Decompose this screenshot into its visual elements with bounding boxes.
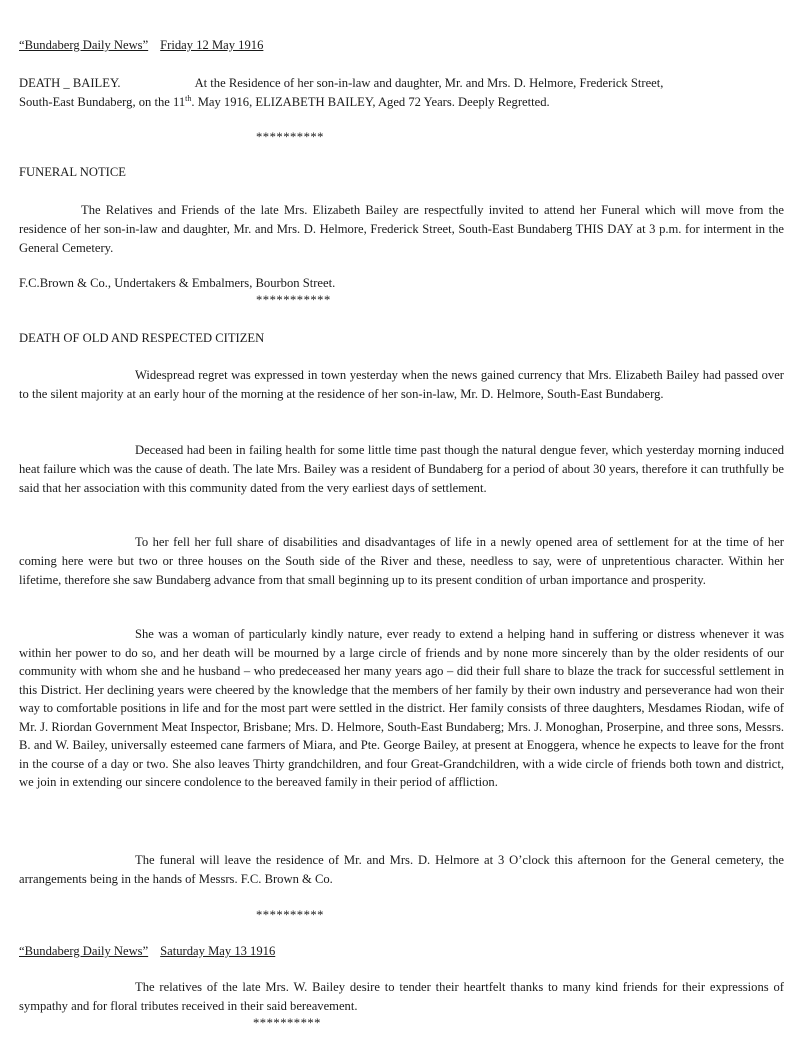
newspaper-source-2: “Bundaberg Daily News”: [19, 944, 149, 958]
separator-3: **********: [256, 908, 324, 922]
death-notice-line2: [19, 93, 784, 112]
article-paragraph-2: Deceased had been in failing health for some little time past though the natural dengue fever, which yesterday morning induced heat failure which was the cause of death. The late Mrs. Bailey was a resident of Bundaberg for a period of about 30 years, therefore it can truthfully be said that her association with this community dated from the very earliest days of settlement.: [19, 443, 784, 495]
undertaker-line: F.C.Brown & Co., Undertakers & Embalmers, Bourbon Street.: [19, 276, 336, 290]
funeral-heading: FUNERAL NOTICE: [19, 165, 126, 179]
death-text-b-sup: th: [185, 93, 192, 103]
notice-date: Friday 12 May 1916: [160, 38, 264, 52]
article-heading: DEATH OF OLD AND RESPECTED CITIZEN: [19, 331, 265, 345]
notice2-header: [19, 942, 784, 961]
funeral-body: The Relatives and Friends of the late Mrs. Elizabeth Bailey are respectfully invited to attend her Funeral which will move from the residence of her son-in-law and daughter, Mr. and Mrs. D. Helmore, Frederick Street, South-East Bundaberg THIS DAY at 3 p.m. for interment in the General Cemetery.: [19, 203, 784, 255]
newspaper-source: “Bundaberg Daily News”: [19, 38, 149, 52]
notice-date-2: Saturday May 13 1916: [160, 944, 276, 958]
article-paragraph-4: She was a woman of particularly kindly nature, ever ready to extend a helping hand in suffering or distress whenever it was within her power to do so, and her death will be mourned by a large circle of friends and by none more sincerely than by the older residents of our community with whom she and he husband – who predeceased her many years ago – did their full share to blaze the track for successful settlement in this District. Her declining years were cheered by the knowledge that the members of her family by their own industry and perseverance had won their way to comfortable positions in life and for the most part were settled in the district. Her family consists of three daughters, Mesdames Riodan, wife of Mr. J. Riordan Government Meat Inspector, Brisbane; Mrs. D. Helmore, South-East Bundaberg; Mrs. J. Monoghan, Proserpine, and three sons, Messrs. B. and W. Bailey, universally esteemed cane farmers of Miara, and Pte. George Bailey, at present at Enoggera, whence he expects to leave for the front in the course of a day or two. She also leaves Thirty grandchildren, and four Great-Grandchildren, with a wide circle of friends both town and district, we join in extending our sincere condolence to the bereaved family in their period of affliction.: [19, 627, 784, 789]
death-text-b-post: . May 1916, ELIZABETH BAILEY, Aged 72 Years. Deeply Regretted.: [191, 95, 550, 109]
separator-1: **********: [256, 130, 324, 144]
death-text-b-pre: South-East Bundaberg, on the 11: [19, 95, 186, 109]
article-paragraph-5: The funeral will leave the residence of Mr. and Mrs. D. Helmore at 3 O’clock this afternoon for the General cemetery, the arrangements being in the hands of Messrs. F.C. Brown & Co.: [19, 853, 784, 886]
separator-4: **********: [253, 1016, 321, 1030]
thanks-notice: The relatives of the late Mrs. W. Bailey desire to tender their heartfelt thanks to many kind friends for their expressions of sympathy and for floral tributes received in their said bereavement.: [19, 980, 784, 1013]
notice1-header: [19, 36, 784, 55]
separator-2: ***********: [256, 293, 331, 307]
death-notice-line1: [19, 74, 784, 93]
article-paragraph-3: To her fell her full share of disabilities and disadvantages of life in a newly opened area of settlement for at the time of her coming here were but two or three houses on the South side of the River and these, needless to say, were of unpretentious character. Within her lifetime, therefore she saw Bundaberg advance from that small beginning up to its present condition of urban importance and prosperity.: [19, 535, 784, 587]
death-text-a: At the Residence of her son-in-law and daughter, Mr. and Mrs. D. Helmore, Frederick Street,: [194, 76, 664, 90]
article-paragraph-1: Widespread regret was expressed in town yesterday when the news gained currency that Mrs. Elizabeth Bailey had passed over to the silent majority at an early hour of the morning at the residence of her son-in-law, Mr. D. Helmore, South-East Bundaberg.: [19, 368, 784, 401]
death-label: DEATH _ BAILEY.: [19, 76, 121, 90]
